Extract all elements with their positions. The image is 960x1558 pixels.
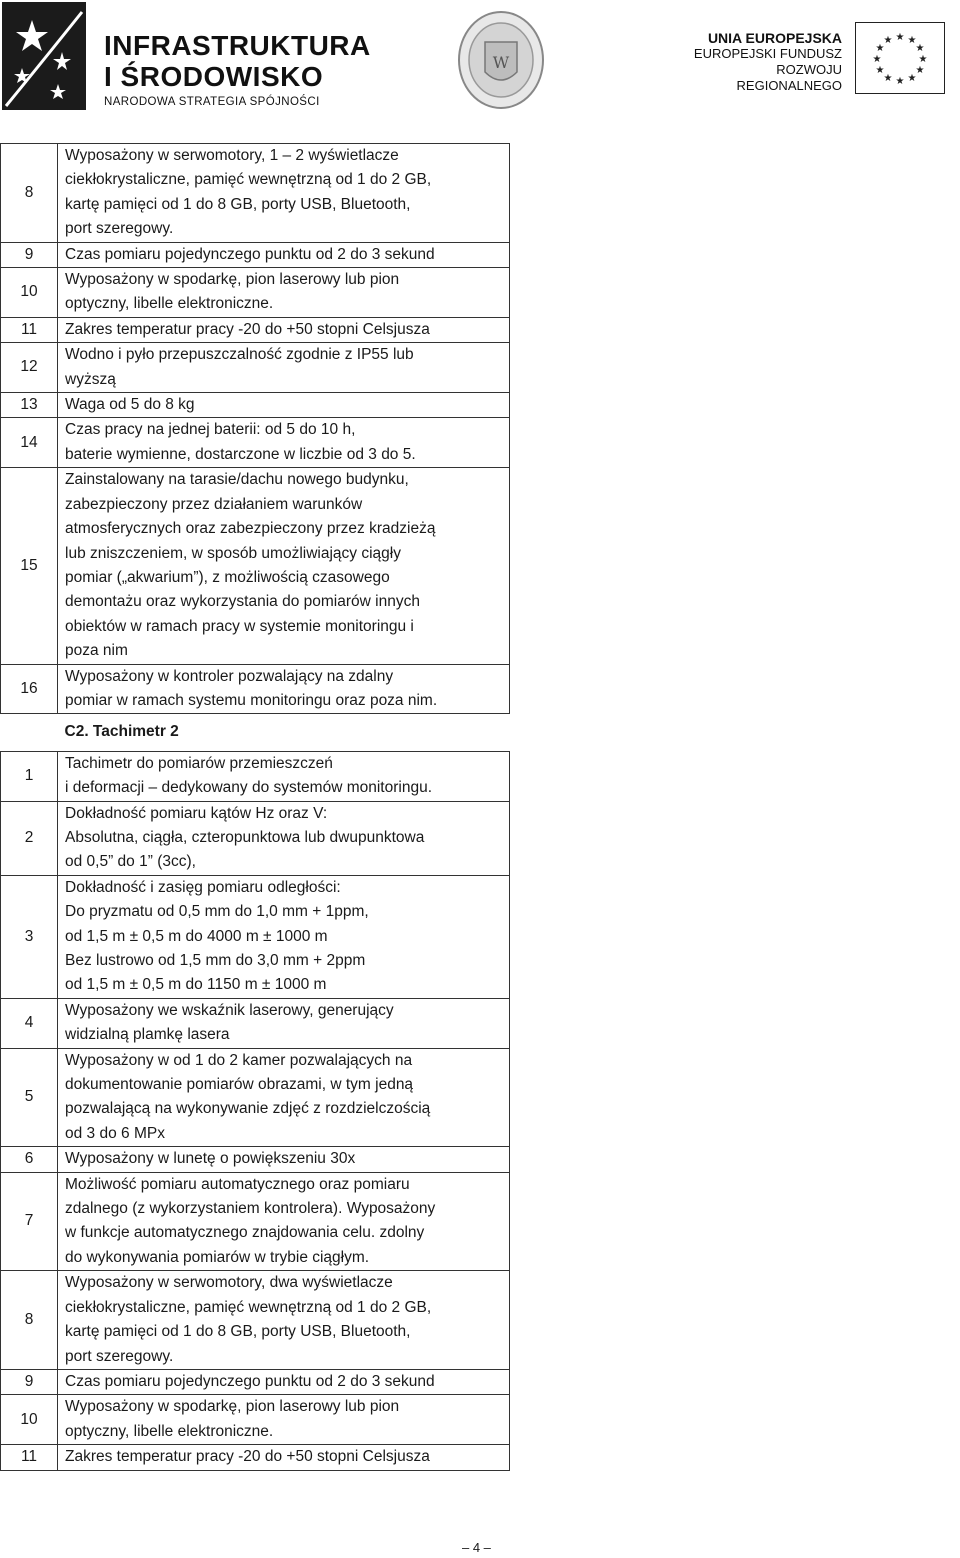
spec-rows-a — [1, 144, 510, 714]
svg-text:★: ★ — [918, 54, 928, 65]
desc-line: od 3 do 6 MPx — [65, 1124, 165, 1142]
row-description — [58, 268, 510, 318]
eu-line3: ROZWOJU REGIONALNEGO — [736, 62, 842, 93]
desc-line: poza nim — [65, 642, 128, 660]
row-description — [58, 1172, 510, 1271]
desc-line: widzialną plamkę lasera — [65, 1026, 230, 1044]
svg-text:★: ★ — [875, 43, 885, 54]
desc-line: Wyposażony w spodarkę, pion laserowy lub pion — [65, 271, 400, 289]
row-number: 8 — [1, 1271, 58, 1370]
row-number: 16 — [1, 664, 58, 714]
row-description — [58, 664, 510, 714]
desc-line: baterie wymienne, dostarczone w liczbie od 3 do 5. — [65, 445, 416, 463]
svg-text:★: ★ — [907, 35, 917, 46]
section-number-cell — [1, 714, 58, 751]
table-row — [1, 998, 510, 1048]
brand-subtitle: NARODOWA STRATEGIA SPÓJNOŚCI — [104, 96, 320, 108]
table-row — [1, 468, 510, 664]
eu-fund-label — [670, 30, 842, 94]
desc-line: zabezpieczony przez działaniem warunków — [65, 495, 363, 513]
desc-line: pomiar w ramach systemu monitoringu oraz poza nim. — [65, 691, 438, 709]
table-row — [1, 751, 510, 801]
desc-line: optyczny, libelle elektroniczne. — [65, 1422, 274, 1440]
desc-line: Czas pomiaru pojedynczego punktu od 2 do 3 sekund — [65, 245, 435, 263]
brand-title-line2: I ŚRODOWISKO — [104, 61, 324, 92]
row-number: 8 — [1, 144, 58, 243]
desc-line: pomiar („akwarium”), z możliwością czasowego — [65, 568, 390, 586]
desc-line: obiektów w ramach pracy w systemie monitoringu i — [65, 617, 414, 635]
row-description — [58, 144, 510, 243]
desc-line: zdalnego (z wykorzystaniem kontrolera). Wyposażony — [65, 1200, 436, 1218]
row-number: 12 — [1, 343, 58, 393]
table-row — [1, 1147, 510, 1172]
svg-text:W: W — [492, 53, 510, 72]
table-row — [1, 1445, 510, 1470]
row-number: 9 — [1, 242, 58, 267]
table-row — [1, 1172, 510, 1271]
svg-text:★: ★ — [907, 73, 917, 84]
row-description — [58, 468, 510, 664]
svg-text:★: ★ — [883, 73, 893, 84]
row-number: 7 — [1, 1172, 58, 1271]
university-seal-icon — [457, 10, 545, 110]
desc-line: pozwalającą na wykonywanie zdjęć z rozdzielczością — [65, 1100, 431, 1118]
desc-line: Czas pracy na jednej baterii: od 5 do 10 h, — [65, 421, 356, 439]
table-row — [1, 1395, 510, 1445]
desc-line: od 1,5 m ± 0,5 m do 1150 m ± 1000 m — [65, 976, 327, 994]
section-title: C2. Tachimetr 2 — [58, 714, 510, 751]
row-description — [58, 751, 510, 801]
desc-line: lub zniszczeniem, w sposób umożliwiający ciągły — [65, 544, 401, 562]
row-description — [58, 1445, 510, 1470]
svg-text:★: ★ — [875, 65, 885, 76]
svg-text:★: ★ — [895, 32, 905, 43]
desc-line: Zakres temperatur pracy -20 do +50 stopni Celsjusza — [65, 320, 430, 338]
row-number: 13 — [1, 393, 58, 418]
row-description — [58, 998, 510, 1048]
desc-line: Waga od 5 do 8 kg — [65, 396, 195, 414]
table-row — [1, 1271, 510, 1370]
desc-line: Wodno i pyło przepuszczalność zgodnie z IP55 lub — [65, 346, 414, 364]
row-number: 10 — [1, 1395, 58, 1445]
svg-text:★: ★ — [883, 35, 893, 46]
desc-line: dokumentowanie pomiarów obrazami, w tym jedną — [65, 1076, 414, 1094]
svg-text:★: ★ — [872, 54, 882, 65]
row-description — [58, 1369, 510, 1394]
desc-line: wyższą — [65, 370, 116, 388]
table-row — [1, 268, 510, 318]
desc-line: Wyposażony w od 1 do 2 kamer pozwalających na — [65, 1051, 413, 1069]
desc-line: Wyposażony w lunetę o powiększeniu 30x — [65, 1150, 356, 1168]
row-number: 9 — [1, 1369, 58, 1394]
row-number: 6 — [1, 1147, 58, 1172]
desc-line: ciekłokrystaliczne, pamięć wewnętrzną od 1 do 2 GB, — [65, 1298, 432, 1316]
desc-line: Wyposażony w spodarkę, pion laserowy lub pion — [65, 1398, 400, 1416]
table-row — [1, 1048, 510, 1147]
desc-line: Absolutna, ciągła, czteropunktowa lub dwupunktowa — [65, 828, 425, 846]
row-description — [58, 242, 510, 267]
section-row — [1, 714, 510, 751]
table-row — [1, 875, 510, 998]
row-description — [58, 418, 510, 468]
row-description — [58, 1147, 510, 1172]
desc-line: Wyposażony w serwomotory, 1 – 2 wyświetlacze — [65, 147, 399, 164]
desc-line: od 1,5 m ± 0,5 m do 4000 m ± 1000 m — [65, 927, 328, 945]
table-row — [1, 144, 510, 243]
row-number: 4 — [1, 998, 58, 1048]
row-number: 11 — [1, 1445, 58, 1470]
desc-line: od 0,5” do 1” (3cc), — [65, 853, 196, 871]
row-number: 3 — [1, 875, 58, 998]
desc-line: optyczny, libelle elektroniczne. — [65, 295, 274, 313]
spec-table — [0, 143, 510, 1471]
row-number: 14 — [1, 418, 58, 468]
table-row — [1, 317, 510, 342]
eu-line1: UNIA EUROPEJSKA — [707, 30, 842, 46]
desc-line: kartę pamięci od 1 do 8 GB, porty USB, Bluetooth, — [65, 1323, 411, 1341]
row-description — [58, 1048, 510, 1147]
svg-text:★: ★ — [895, 76, 905, 87]
table-row — [1, 1369, 510, 1394]
desc-line: port szeregowy. — [65, 1347, 174, 1365]
svg-text:★: ★ — [915, 65, 925, 76]
desc-line: Zakres temperatur pracy -20 do +50 stopni Celsjusza — [65, 1448, 430, 1466]
row-number: 11 — [1, 317, 58, 342]
table-row — [1, 801, 510, 875]
desc-line: Wyposażony w serwomotory, dwa wyświetlacze — [65, 1274, 393, 1292]
row-description — [58, 875, 510, 998]
row-description — [58, 1271, 510, 1370]
row-number: 15 — [1, 468, 58, 664]
program-logo-icon — [2, 2, 86, 110]
desc-line: Czas pomiaru pojedynczego punktu od 2 do 3 sekund — [65, 1372, 435, 1390]
desc-line: Dokładność pomiaru kątów Hz oraz V: — [65, 804, 328, 822]
section-header — [1, 714, 510, 751]
desc-line: w funkcje automatycznego znajdowania celu. zdolny — [65, 1224, 425, 1242]
row-description — [58, 393, 510, 418]
desc-line: Możliwość pomiaru automatycznego oraz pomiaru — [65, 1175, 410, 1193]
specification-table — [0, 143, 510, 1471]
desc-line: Tachimetr do pomiarów przemieszczeń — [65, 754, 333, 772]
eu-line2: EUROPEJSKI FUNDUSZ — [693, 46, 842, 61]
desc-line: kartę pamięci od 1 do 8 GB, porty USB, Bluetooth, — [65, 195, 411, 213]
row-number: 2 — [1, 801, 58, 875]
page-header — [0, 0, 960, 116]
desc-line: atmosferycznych oraz zabezpieczony przez kradzieżą — [65, 520, 436, 538]
row-number: 10 — [1, 268, 58, 318]
desc-line: do wykonywania pomiarów w trybie ciągłym. — [65, 1248, 370, 1266]
eu-flag-icon — [855, 22, 945, 94]
desc-line: ciekłokrystaliczne, pamięć wewnętrzną od 1 do 2 GB, — [65, 171, 432, 189]
program-brand — [104, 30, 371, 108]
desc-line: Zainstalowany na tarasie/dachu nowego budynku, — [65, 471, 409, 489]
desc-line: Wyposażony w kontroler pozwalający na zdalny — [65, 667, 394, 685]
row-description — [58, 343, 510, 393]
desc-line: Bez lustrowo od 1,5 mm do 3,0 mm + 2ppm — [65, 952, 366, 969]
row-number: 1 — [1, 751, 58, 801]
row-description — [58, 317, 510, 342]
table-row — [1, 418, 510, 468]
desc-line: demontażu oraz wykorzystania do pomiarów innych — [65, 593, 420, 611]
brand-title-line1: INFRASTRUKTURA — [104, 30, 371, 61]
desc-line: Wyposażony we wskaźnik laserowy, generujący — [65, 1001, 394, 1019]
desc-line: i deformacji – dedykowany do systemów monitoringu. — [65, 779, 433, 797]
row-description — [58, 1395, 510, 1445]
table-row — [1, 242, 510, 267]
table-row — [1, 664, 510, 714]
row-number: 5 — [1, 1048, 58, 1147]
desc-line: port szeregowy. — [65, 220, 174, 238]
desc-line: Do pryzmatu od 0,5 mm do 1,0 mm + 1ppm, — [65, 903, 369, 921]
table-row — [1, 393, 510, 418]
table-row — [1, 343, 510, 393]
spec-rows-b — [1, 751, 510, 1470]
svg-text:★: ★ — [915, 43, 925, 54]
row-description — [58, 801, 510, 875]
page-number: – 4 – — [462, 1540, 491, 1555]
desc-line: Dokładność i zasięg pomiaru odległości: — [65, 878, 341, 896]
